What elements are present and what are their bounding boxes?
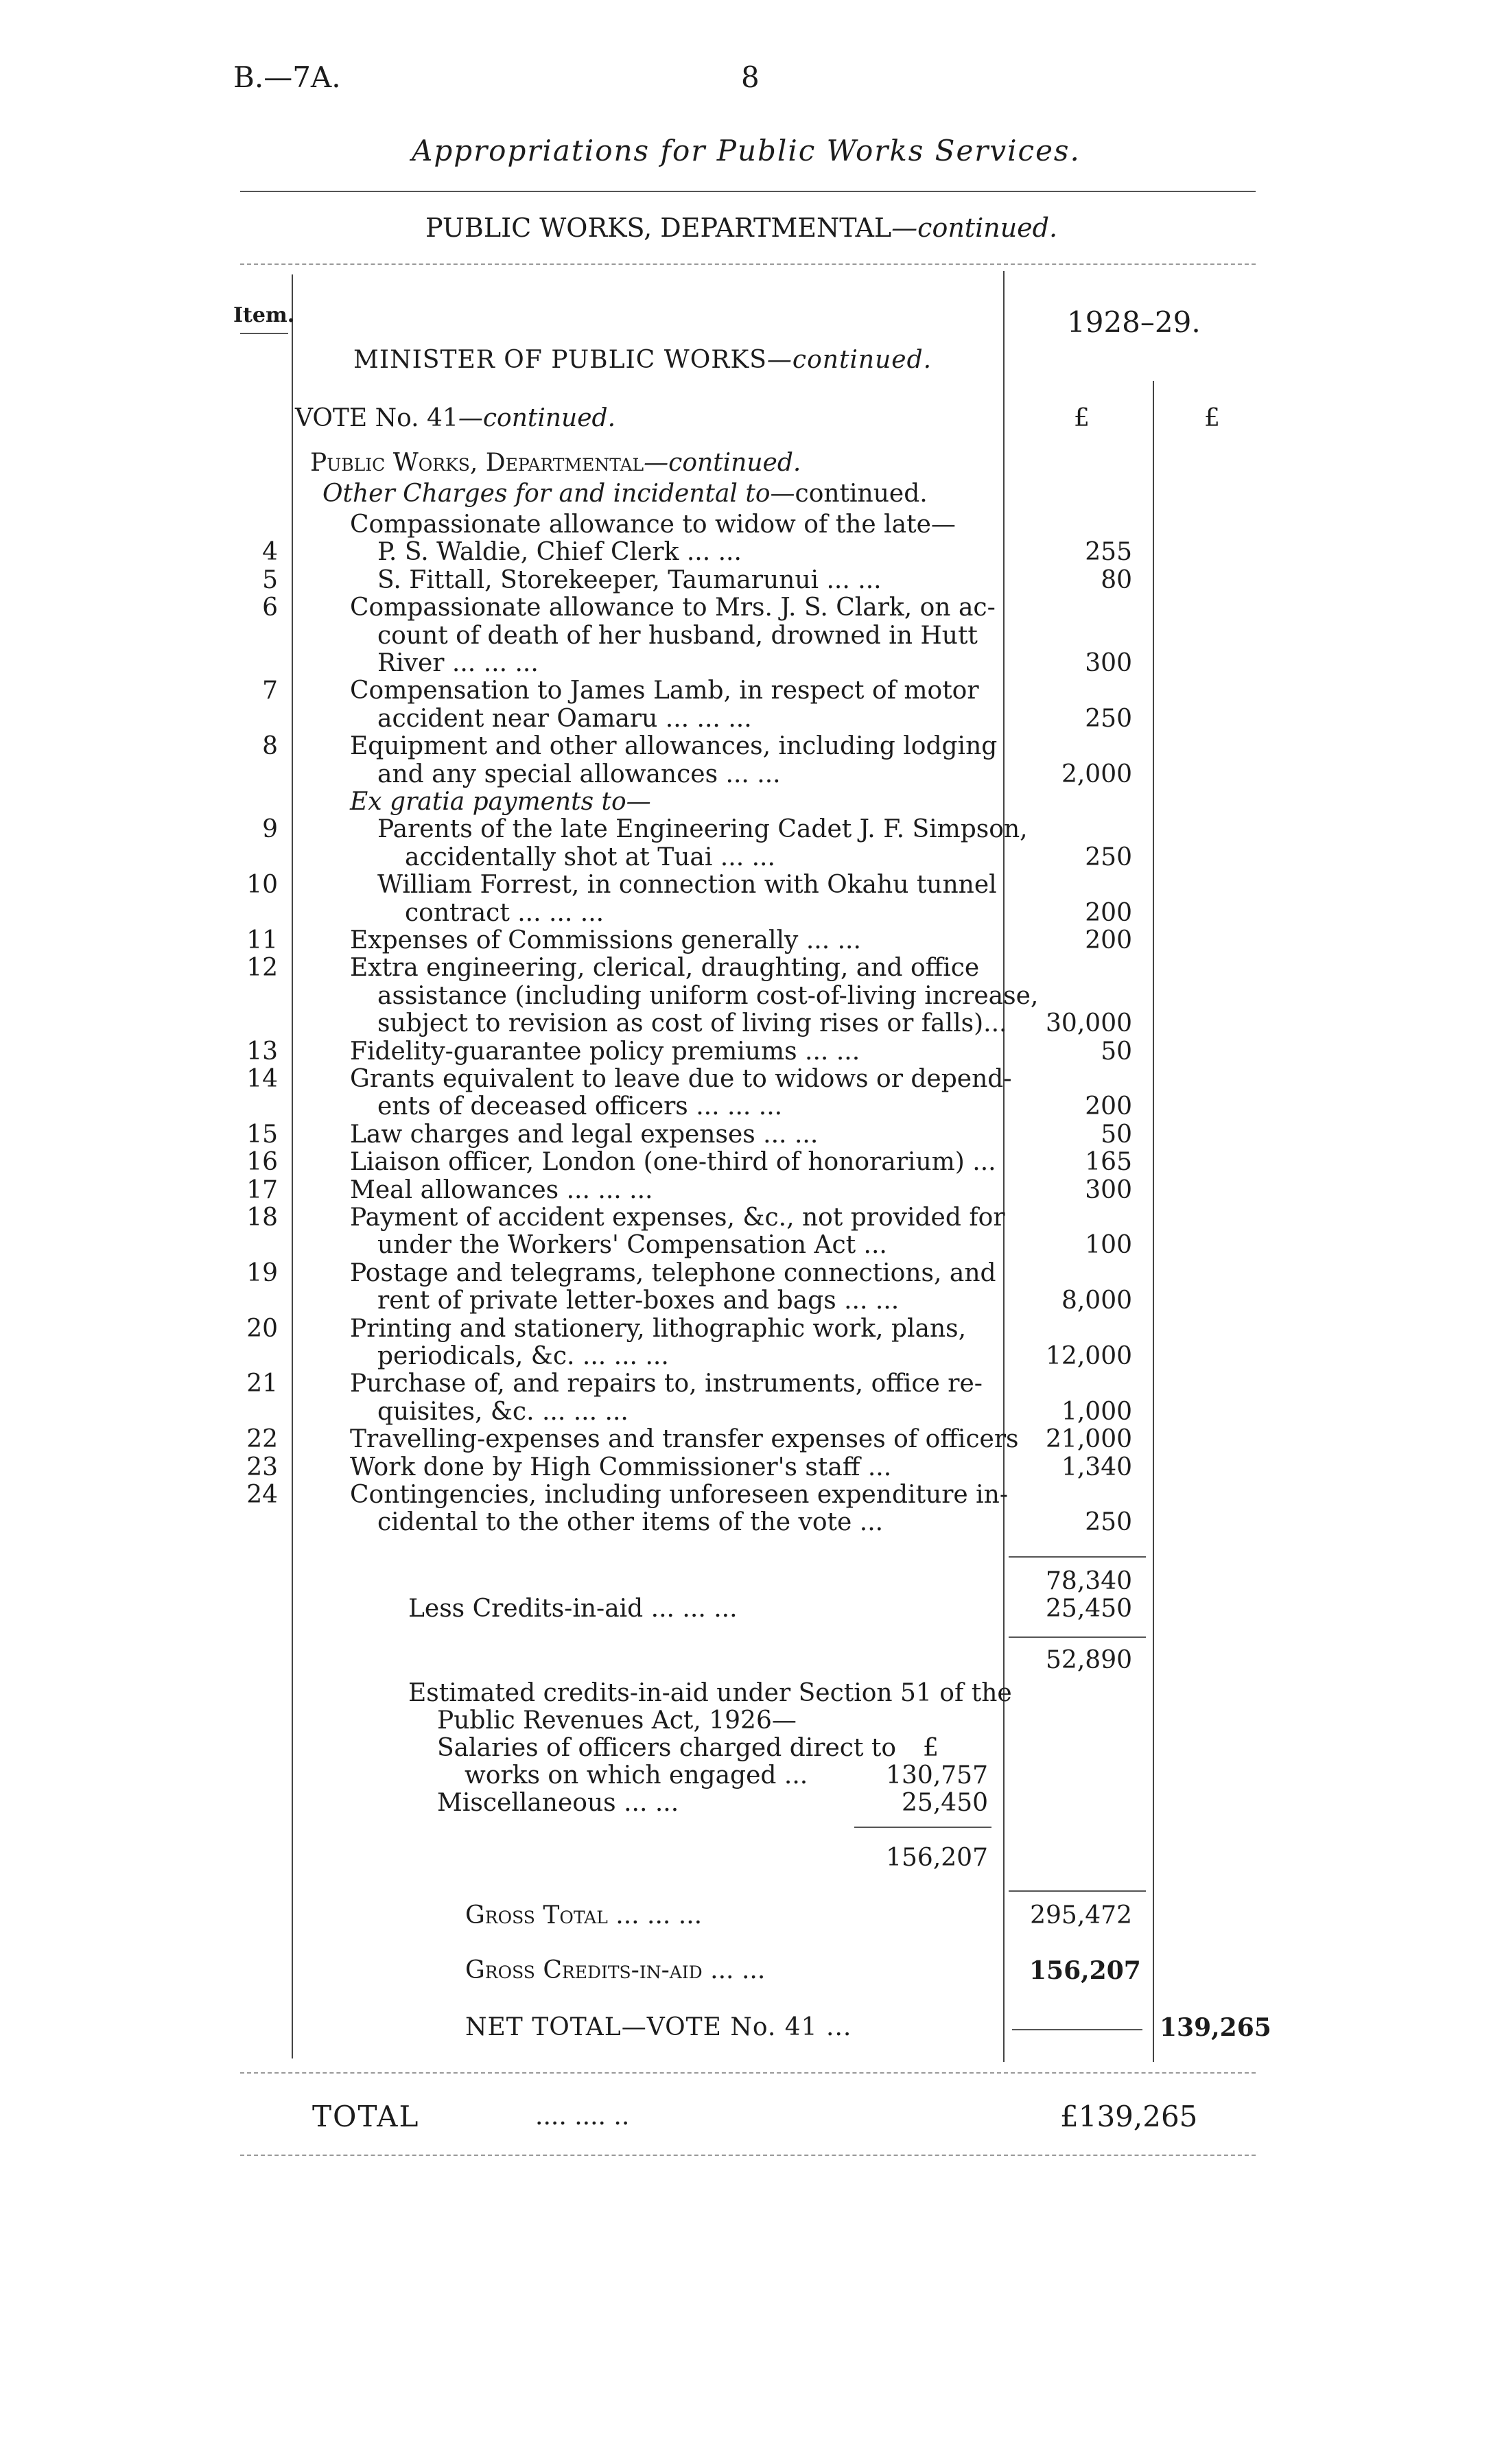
item-number: 21 (246, 1370, 278, 1398)
line-amount: 200 (1085, 1092, 1132, 1120)
minister-label: MINISTER OF PUBLIC WORKS (353, 346, 767, 374)
line-text: Grants equivalent to leave due to widows or depend- (350, 1065, 1012, 1093)
line-amount: 80 (1101, 566, 1132, 594)
item-number: 15 (246, 1120, 278, 1149)
vote-cont: —continued. (458, 404, 616, 432)
subtitle-cont: —continued. (891, 213, 1058, 243)
net-total-amount: 139,265 (1160, 2013, 1271, 2042)
line-text: under the Workers' Compensation Act ... (377, 1231, 887, 1259)
line-amount: 250 (1085, 1508, 1132, 1536)
item-number: 18 (246, 1204, 278, 1232)
page-title: Appropriations for Public Works Services. (412, 134, 1081, 167)
line-text: Printing and stationery, lithographic work, plans, (350, 1315, 967, 1343)
line-amount: 300 (1085, 649, 1132, 677)
line-text: Work done by High Commissioner's staff ... (350, 1453, 892, 1481)
gross-credits-label: Gross Credits-in-aid ... ... (465, 1956, 766, 1984)
salaries-label-2: works on which engaged ... (465, 1761, 808, 1790)
line-amount: 165 (1085, 1148, 1132, 1176)
line-text: Compassionate allowance to Mrs. J. S. Clark, on ac- (350, 594, 996, 622)
line-amount: 300 (1085, 1176, 1132, 1204)
gross-credits-amount: 156,207 (1029, 1956, 1141, 1985)
estimated-total: 156,207 (886, 1844, 988, 1872)
less-credits-label: Less Credits-in-aid ... ... ... (408, 1595, 738, 1623)
gross-total-amount: 295,472 (1030, 1901, 1132, 1929)
misc-amount: 25,450 (902, 1789, 988, 1817)
item-column-header: Item. (233, 303, 295, 327)
less-credits-amount: 25,450 (1046, 1595, 1132, 1623)
line-text: Liaison officer, London (one-third of honorarium) ... (350, 1148, 996, 1176)
other-charges-heading (322, 480, 928, 508)
line-amount: 1,340 (1061, 1453, 1132, 1481)
estimated-label-2: Public Revenues Act, 1926— (437, 1706, 797, 1735)
subtitle-rule (240, 263, 1256, 265)
line-text: Travelling-expenses and transfer expenses of officers (350, 1425, 1019, 1453)
line-amount: 2,000 (1061, 760, 1132, 788)
line-amount: 200 (1085, 899, 1132, 927)
estimated-label-1: Estimated credits-in-aid under Section 51 of the (408, 1679, 1012, 1707)
line-text: Compassionate allowance to widow of the late— (350, 511, 956, 539)
line-amount: 50 (1101, 1120, 1132, 1149)
item-number: 9 (262, 815, 278, 843)
line-amount: 50 (1101, 1037, 1132, 1066)
subtotal-amount: 78,340 (1046, 1567, 1132, 1595)
item-number: 5 (262, 566, 278, 594)
salaries-amount: 130,757 (886, 1761, 988, 1790)
line-text: Equipment and other allowances, including lodging (350, 732, 998, 760)
line-text: Parents of the late Engineering Cadet J. F. Simpson, (377, 815, 1028, 843)
net-total-dash (1012, 2029, 1142, 2030)
misc-label: Miscellaneous ... ... (437, 1789, 679, 1817)
line-text: Expenses of Commissions generally ... ... (350, 926, 861, 954)
line-text: Extra engineering, clerical, draughting, and office (350, 954, 980, 982)
line-text: Law charges and legal expenses ... ... (350, 1120, 819, 1149)
line-amount: 100 (1085, 1231, 1132, 1259)
other-charges-cont: —continued. (770, 480, 928, 508)
line-text: Fidelity-guarantee policy premiums ... ... (350, 1037, 860, 1066)
item-number: 8 (262, 732, 278, 760)
pound-header-2: £ (1204, 404, 1220, 432)
line-text: Purchase of, and repairs to, instruments, office re- (350, 1370, 983, 1398)
page-ref: B.—7A. (233, 60, 341, 94)
item-number: 20 (246, 1315, 278, 1343)
line-text: subject to revision as cost of living rises or falls)... (377, 1009, 1007, 1037)
title-rule (240, 191, 1256, 192)
net-rule (1009, 1636, 1146, 1638)
net-total-label: NET TOTAL—VOTE No. 41 ... (465, 2013, 852, 2041)
line-amount: 250 (1085, 705, 1132, 733)
line-text: assistance (including uniform cost-of-living increase, (377, 982, 1039, 1010)
grand-total-dots: .... .... .. (535, 2102, 630, 2131)
line-text: accidentally shot at Tuai ... ... (405, 843, 775, 871)
item-number: 17 (246, 1176, 278, 1204)
line-amount: 12,000 (1046, 1342, 1132, 1370)
line-text: Compensation to James Lamb, in respect of motor (350, 677, 979, 705)
line-amount: 250 (1085, 843, 1132, 871)
item-number: 19 (246, 1259, 278, 1287)
line-text: P. S. Waldie, Chief Clerk ... ... (377, 538, 742, 566)
item-number: 24 (246, 1481, 278, 1509)
line-text: Meal allowances ... ... ... (350, 1176, 653, 1204)
page-number: 8 (741, 60, 760, 94)
line-text: S. Fittall, Storekeeper, Taumarunui ... ... (377, 566, 882, 594)
line-text: accident near Oamaru ... ... ... (377, 705, 752, 733)
col-divider-left (292, 274, 293, 2058)
item-number: 23 (246, 1453, 278, 1481)
section-subtitle (425, 214, 1057, 242)
line-text: contract ... ... ... (405, 899, 604, 927)
salaries-pound: £ (923, 1734, 939, 1762)
vote-heading (295, 405, 615, 432)
line-text: William Forrest, in connection with Okahu tunnel (377, 871, 997, 899)
line-text: rent of private letter-boxes and bags ... ... (377, 1287, 900, 1315)
other-charges-label: Other Charges for and incidental to (322, 480, 771, 508)
line-text: ents of deceased officers ... ... ... (377, 1092, 783, 1120)
item-number: 12 (246, 954, 278, 982)
line-text: Payment of accident expenses, &c., not provided for (350, 1204, 1005, 1232)
item-number: 4 (262, 538, 278, 566)
pound-header-1: £ (1074, 404, 1090, 432)
subtitle-main: PUBLIC WORKS, DEPARTMENTAL (425, 213, 892, 243)
gross-total-label: Gross Total ... ... ... (465, 1901, 703, 1929)
item-number: 6 (262, 594, 278, 622)
item-number: 13 (246, 1037, 278, 1066)
vote-label: VOTE No. 41 (295, 404, 458, 432)
line-amount: 21,000 (1046, 1425, 1132, 1453)
line-text: cidental to the other items of the vote ... (377, 1508, 884, 1536)
minister-heading (353, 347, 932, 374)
item-number: 16 (246, 1148, 278, 1176)
total-upper-rule (240, 2072, 1256, 2074)
line-text: Ex gratia payments to— (350, 788, 651, 816)
grand-total-amount: £139,265 (1060, 2100, 1198, 2133)
item-number: 22 (246, 1425, 278, 1453)
gross-rule (1009, 1890, 1146, 1892)
line-amount: 30,000 (1046, 1009, 1132, 1037)
line-amount: 8,000 (1061, 1287, 1132, 1315)
minister-cont: —continued. (766, 346, 932, 374)
line-text: quisites, &c. ... ... ... (377, 1398, 629, 1426)
line-amount: 1,000 (1061, 1398, 1132, 1426)
year-column-header: 1928–29. (1067, 305, 1201, 339)
line-text: Postage and telegrams, telephone connections, and (350, 1259, 996, 1287)
line-text: periodicals, &c. ... ... ... (377, 1342, 669, 1370)
salaries-label-1: Salaries of officers charged direct to (437, 1734, 896, 1762)
item-number: 14 (246, 1065, 278, 1093)
estimated-rule (854, 1827, 991, 1828)
dept-cont: —continued. (644, 449, 801, 477)
item-number: 7 (262, 677, 278, 705)
item-header-rule (240, 333, 288, 334)
col-divider-total (1153, 381, 1154, 2062)
dept-heading (310, 449, 801, 477)
total-lower-rule (240, 2155, 1256, 2156)
line-amount: 255 (1085, 538, 1132, 566)
subtotal-rule (1009, 1556, 1146, 1558)
dept-label: Public Works, Departmental (310, 449, 644, 477)
item-number: 10 (246, 871, 278, 899)
line-text: and any special allowances ... ... (377, 760, 781, 788)
net-amount: 52,890 (1046, 1646, 1132, 1674)
line-text: count of death of her husband, drowned in Hutt (377, 622, 978, 650)
line-amount: 200 (1085, 926, 1132, 954)
line-text: Contingencies, including unforeseen expenditure in- (350, 1481, 1009, 1509)
line-text: River ... ... ... (377, 649, 539, 677)
item-number: 11 (246, 926, 278, 954)
grand-total-label: TOTAL (312, 2100, 420, 2133)
col-divider-amount (1003, 271, 1005, 2062)
